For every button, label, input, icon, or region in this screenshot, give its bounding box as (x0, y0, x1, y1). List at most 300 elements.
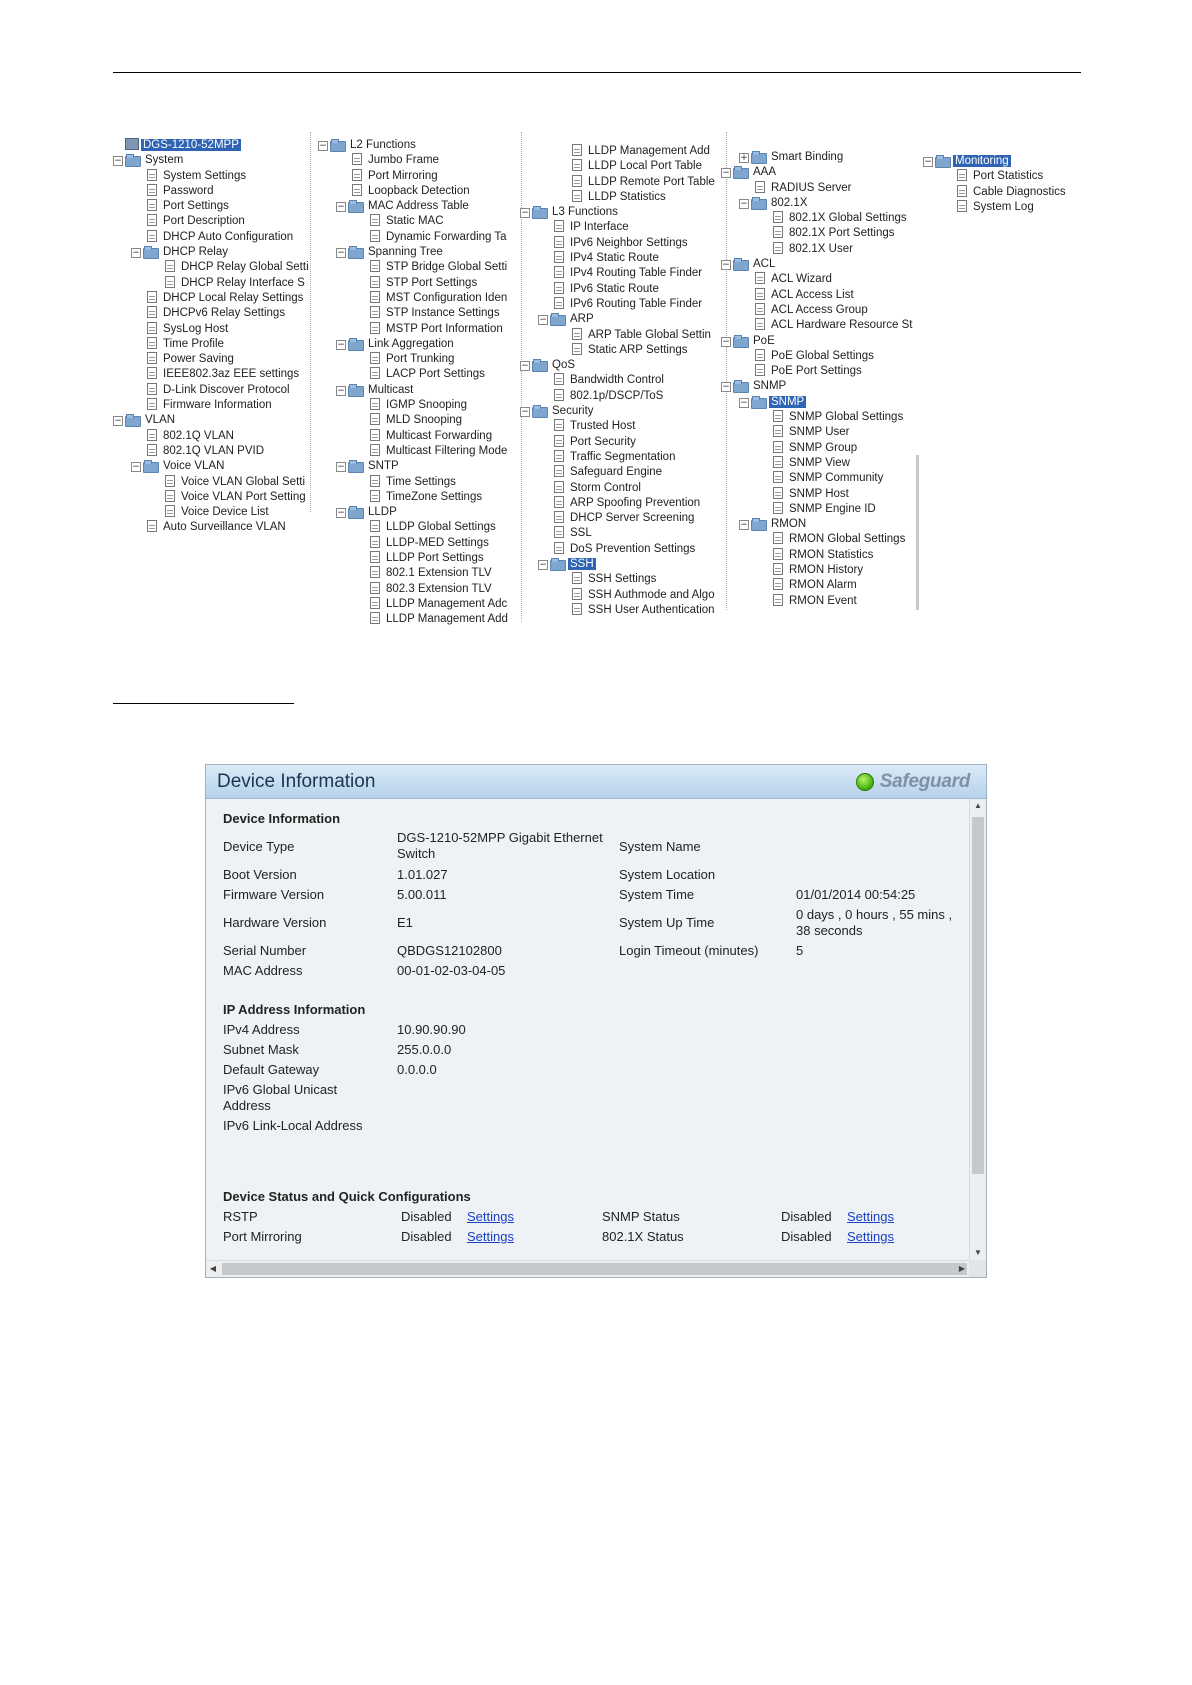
system-time-value: 01/01/2014 00:54:25 (796, 887, 916, 902)
document-icon (147, 383, 157, 395)
tree-node-label: Password (163, 184, 214, 197)
tree-node-loopback-detection[interactable] (318, 184, 514, 199)
tree-node-label: DHCP Relay (163, 246, 228, 259)
switch-icon (125, 138, 139, 150)
tree-node-mstp-port-information[interactable] (318, 322, 514, 337)
firmware-version-value: 5.00.011 (397, 887, 447, 902)
tree-node-label: Auto Surveillance VLAN (163, 521, 286, 534)
tree-node-label: LLDP Local Port Table (588, 160, 703, 173)
tree-node-acl-hardware-resource-st[interactable] (721, 318, 916, 333)
tree-node-stp-instance-settings[interactable] (318, 306, 514, 321)
tree-node-link-aggregation[interactable] (318, 337, 514, 352)
folder-open-icon (348, 337, 364, 349)
tree-node-label: Multicast Filtering Mode (386, 444, 508, 457)
tree-node-dhcpv6-relay-settings[interactable] (113, 306, 301, 321)
tree-node-port-security[interactable] (520, 435, 713, 450)
subnet-mask-label: Subnet Mask (223, 1042, 299, 1057)
tree-node-firmware-information[interactable] (113, 398, 301, 413)
document-icon (147, 322, 157, 334)
document-icon (554, 435, 564, 447)
document-icon (957, 200, 967, 212)
tree-node-lldp-remote-port-table[interactable] (520, 175, 713, 190)
collapse-minus-icon[interactable]: − (521, 208, 529, 219)
tree-node-label: LLDP Global Settings (386, 521, 496, 534)
collapse-minus-icon[interactable]: − (337, 462, 345, 473)
document-icon (773, 226, 783, 238)
tree-node-label: DHCP Local Relay Settings (163, 291, 304, 304)
tree-node-system[interactable] (113, 153, 301, 168)
document-icon (165, 276, 175, 288)
vertical-scrollbar[interactable] (969, 799, 986, 1260)
tree-node-lldp[interactable] (318, 505, 514, 520)
document-icon (572, 144, 582, 156)
scroll-up-icon[interactable]: ▲ (974, 801, 982, 810)
tree-node-dhcp-local-relay-settings[interactable] (113, 291, 304, 306)
tree-node-dhcp-relay[interactable] (113, 245, 301, 260)
document-icon (370, 352, 380, 364)
tree-node-lldp-management-adc[interactable] (318, 597, 514, 612)
tree-node-igmp-snooping[interactable] (318, 398, 514, 413)
tree-node-label: SSH User Authentication (588, 603, 715, 616)
folder-open-icon (348, 459, 364, 471)
tree-node-time-profile[interactable] (113, 337, 301, 352)
tree-node-syslog-host[interactable] (113, 322, 301, 337)
snmp-settings-link[interactable]: Settings (847, 1209, 894, 1224)
tree-node-voice-vlan-port-setting[interactable] (113, 490, 306, 505)
port-mirroring-label: Port Mirroring (223, 1229, 302, 1244)
tree-node-rmon[interactable] (721, 517, 916, 532)
tree-node-static-arp-settings[interactable] (520, 343, 713, 358)
login-timeout-label: Login Timeout (minutes) (619, 943, 759, 958)
tree-node-label: SNMP View (789, 456, 850, 469)
tree-node-label: Voice VLAN Global Setti (181, 475, 306, 488)
collapse-minus-icon[interactable]: − (132, 248, 140, 259)
tree-node-label: MLD Snooping (386, 414, 463, 427)
tree-node-dhcp-relay-global-setti[interactable] (113, 260, 309, 275)
document-icon (147, 230, 157, 242)
tree-node-label: Dynamic Forwarding Ta (386, 230, 507, 243)
tree-node-label: AAA (753, 166, 777, 179)
document-icon (773, 242, 783, 254)
tree-node-radius-server[interactable] (721, 181, 916, 196)
collapse-minus-icon[interactable]: − (740, 198, 748, 209)
collapse-minus-icon[interactable]: − (539, 315, 547, 326)
folder-open-icon (532, 404, 548, 416)
system-up-time-label: System Up Time (619, 915, 715, 930)
tree-node-acl-access-group[interactable] (721, 303, 916, 318)
tree-node-label: SNMP Engine ID (789, 502, 876, 515)
document-icon (147, 444, 157, 456)
tree-node-smart-binding[interactable] (721, 150, 916, 165)
tree-node-label: ARP Table Global Settin (588, 328, 711, 341)
collapse-minus-icon[interactable]: − (740, 397, 748, 408)
tree-node-802-1x-global-settings[interactable] (721, 211, 916, 226)
tree-node-snmp-group[interactable] (721, 441, 916, 456)
tree-node-dgs-1210-52mpp[interactable] (113, 138, 301, 153)
tree-node-dhcp-server-screening[interactable] (520, 511, 713, 526)
tree-node-lldp-local-port-table[interactable] (520, 159, 713, 174)
tree-node-ipv6-routing-table-finder[interactable] (520, 297, 713, 312)
tree-node-acl-wizard[interactable] (721, 272, 916, 287)
tree-node-snmp[interactable] (721, 379, 916, 394)
collapse-minus-icon[interactable]: − (722, 336, 730, 347)
tree-panel-4 (721, 150, 916, 612)
tree-node-ip-interface[interactable] (520, 220, 713, 235)
tree-node-lldp-port-settings[interactable] (318, 551, 514, 566)
document-icon (572, 159, 582, 171)
tree-node-ssh-authmode-and-algo[interactable] (520, 588, 713, 603)
system-name-label: System Name (619, 839, 701, 854)
tree-node-spanning-tree[interactable] (318, 245, 514, 260)
tree-node-snmp-global-settings[interactable] (721, 410, 916, 425)
tree-node-auto-surveillance-vlan[interactable] (113, 520, 301, 535)
document-icon (755, 288, 765, 300)
tree-node-ipv6-static-route[interactable] (520, 282, 713, 297)
boot-version-value: 1.01.027 (397, 867, 448, 882)
tree-node-multicast[interactable] (318, 383, 514, 398)
tree-node-lacp-port-settings[interactable] (318, 367, 514, 382)
port-mirroring-settings-link[interactable]: Settings (467, 1229, 514, 1244)
collapse-minus-icon[interactable]: − (132, 462, 140, 473)
section-rule (113, 703, 294, 704)
tree-scrollbar[interactable] (916, 455, 919, 610)
tree-node-802-1q-vlan[interactable] (113, 429, 301, 444)
tree-node-static-mac[interactable] (318, 214, 514, 229)
tree-node-port-trunking[interactable] (318, 352, 514, 367)
document-icon (755, 303, 765, 315)
collapse-minus-icon[interactable]: − (740, 520, 748, 531)
tree-node-label: SNMP (771, 395, 805, 408)
serial-number-label: Serial Number (223, 943, 307, 958)
tree-node-ssh-user-authentication[interactable] (520, 603, 713, 618)
tree-node-label: ARP (570, 313, 594, 326)
tree-node-rmon-alarm[interactable] (721, 578, 916, 593)
folder-open-icon (550, 312, 566, 324)
tree-node-timezone-settings[interactable] (318, 490, 514, 505)
tree-node-label: TimeZone Settings (386, 490, 483, 503)
collapse-minus-icon[interactable]: − (521, 407, 529, 418)
tree-node-l3-functions[interactable] (520, 205, 713, 220)
collapse-minus-icon[interactable]: − (722, 260, 730, 271)
tree-node-poe-global-settings[interactable] (721, 349, 916, 364)
document-icon (370, 612, 380, 624)
tree-node-system-log[interactable] (923, 200, 1093, 215)
document-icon (147, 306, 157, 318)
tree-node-dynamic-forwarding-ta[interactable] (318, 230, 514, 245)
ipv4-address-value: 10.90.90.90 (397, 1022, 466, 1037)
tree-node-aaa[interactable] (721, 165, 916, 180)
tree-node-label: D-Link Discover Protocol (163, 383, 290, 396)
boot-version-label: Boot Version (223, 867, 297, 882)
tree-node-system-settings[interactable] (113, 169, 301, 184)
tree-node-ipv4-static-route[interactable] (520, 251, 713, 266)
tree-node-arp[interactable] (520, 312, 713, 327)
snmp-status-label: SNMP Status (602, 1209, 680, 1224)
tree-node-label: LLDP-MED Settings (386, 536, 489, 549)
tree-node-label: Safeguard Engine (570, 466, 663, 479)
tree-node-lldp-statistics[interactable] (520, 190, 713, 205)
tree-node-voice-vlan[interactable] (113, 459, 301, 474)
folder-open-icon (751, 150, 767, 162)
folder-open-icon (532, 205, 548, 217)
tree-node-label: Port Settings (163, 200, 229, 213)
tree-node-802-1x-user[interactable] (721, 242, 916, 257)
tree-node-label: Bandwidth Control (570, 374, 664, 387)
tree-node-label: LLDP (368, 506, 397, 519)
document-icon (370, 490, 380, 502)
tree-node-label: Static ARP Settings (588, 343, 688, 356)
vertical-scroll-thumb[interactable] (972, 817, 984, 1174)
tree-node-multicast-filtering-mode[interactable] (318, 444, 514, 459)
tree-node-rmon-event[interactable] (721, 594, 916, 609)
document-icon (352, 153, 362, 165)
tree-node-qos[interactable] (520, 358, 713, 373)
dot1x-settings-link[interactable]: Settings (847, 1229, 894, 1244)
tree-node-snmp-community[interactable] (721, 471, 916, 486)
tree-node-mst-configuration-iden[interactable] (318, 291, 514, 306)
document-icon (755, 318, 765, 330)
collapse-minus-icon[interactable]: − (924, 157, 932, 167)
tree-node-storm-control[interactable] (520, 481, 713, 496)
scrollbar-corner (969, 1260, 986, 1277)
tree-node-label: SNMP Host (789, 487, 849, 500)
system-time-label: System Time (619, 887, 695, 902)
tree-node-label: RMON Event (789, 594, 857, 607)
tree-panel-5 (923, 154, 1093, 224)
tree-node-security[interactable] (520, 404, 713, 419)
tree-node-password[interactable] (113, 184, 301, 199)
login-timeout-value: 5 (796, 943, 804, 958)
tree-node-bandwidth-control[interactable] (520, 373, 713, 388)
tree-node-label: Link Aggregation (368, 337, 454, 350)
scroll-left-icon[interactable]: ◀ (209, 1264, 217, 1273)
tree-node-port-mirroring[interactable] (318, 169, 514, 184)
document-icon (370, 276, 380, 288)
tree-node-lldp-med-settings[interactable] (318, 536, 514, 551)
tree-node-traffic-segmentation[interactable] (520, 450, 713, 465)
tree-node-port-statistics[interactable] (923, 169, 1093, 184)
dot1x-status-label: 802.1X Status (602, 1229, 684, 1244)
tree-node-lldp-management-add[interactable] (520, 144, 713, 159)
tree-node-acl[interactable] (721, 257, 916, 272)
tree-node-poe[interactable] (721, 334, 916, 349)
system-up-time-value: 0 days , 0 hours , 55 mins , (796, 907, 953, 922)
tree-node-l2-functions[interactable] (318, 138, 514, 153)
document-icon (165, 260, 175, 272)
tree-node-label: Port Mirroring (368, 169, 438, 182)
folder-open-icon (751, 517, 767, 529)
folder-open-icon (751, 196, 767, 208)
folder-open-icon (532, 358, 548, 370)
horizontal-scrollbar[interactable] (206, 1260, 969, 1277)
window-title: Device Information (217, 771, 376, 792)
tree-node-dhcp-relay-interface-s[interactable] (113, 276, 305, 291)
tree-node-safeguard-engine[interactable] (520, 465, 713, 480)
tree-node-snmp-user[interactable] (721, 425, 916, 440)
collapse-minus-icon[interactable]: − (722, 382, 730, 393)
tree-node-label: IPv6 Static Route (570, 282, 659, 295)
document-icon (147, 169, 157, 181)
tree-node-lldp-management-add[interactable] (318, 612, 514, 627)
tree-node-rmon-global-settings[interactable] (721, 532, 916, 547)
tree-node-time-settings[interactable] (318, 475, 514, 490)
tree-node-ieee802-3az-eee-settings[interactable] (113, 367, 301, 382)
tree-node-sntp[interactable] (318, 459, 514, 474)
document-icon (165, 475, 175, 487)
tree-node-rmon-history[interactable] (721, 563, 916, 578)
subnet-mask-value: 255.0.0.0 (397, 1042, 452, 1057)
document-icon (370, 367, 380, 379)
tree-node-label: LLDP Management Adc (386, 597, 508, 610)
document-icon (147, 291, 157, 303)
tree-node-label: Traffic Segmentation (570, 450, 676, 463)
tree-node-label: ACL Access Group (771, 303, 868, 316)
tree-node-label: 802.1Q VLAN PVID (163, 444, 264, 457)
collapse-minus-icon[interactable]: − (337, 248, 345, 259)
tree-node-label: STP Port Settings (386, 276, 478, 289)
collapse-minus-icon[interactable]: − (337, 339, 345, 350)
tree-node-label: Smart Binding (771, 151, 844, 163)
tree-node-802-1q-vlan-pvid[interactable] (113, 444, 301, 459)
collapse-minus-icon[interactable]: − (114, 156, 122, 167)
document-icon (370, 291, 380, 303)
dot1x-status-value: Disabled (781, 1229, 832, 1244)
tree-node-802-1x[interactable] (721, 196, 916, 211)
tree-node-ipv4-routing-table-finder[interactable] (520, 266, 713, 281)
document-icon (755, 349, 765, 361)
document-icon (755, 364, 765, 376)
document-icon (370, 260, 380, 272)
tree-node-arp-table-global-settin[interactable] (520, 328, 713, 343)
tree-node-label: 802.1X (771, 196, 808, 209)
tree-node-mac-address-table[interactable] (318, 199, 514, 214)
document-icon (370, 520, 380, 532)
tree-node-label: Port Security (570, 435, 636, 448)
tree-node-label: VLAN (145, 414, 176, 427)
collapse-minus-icon[interactable]: − (722, 168, 730, 179)
device-type-value: DGS-1210-52MPP Gigabit Ethernet (397, 830, 603, 845)
document-icon (370, 214, 380, 226)
tree-node-802-1-extension-tlv[interactable] (318, 566, 514, 581)
tree-node-snmp-view[interactable] (721, 456, 916, 471)
tree-node-acl-access-list[interactable] (721, 288, 916, 303)
document-icon (572, 190, 582, 202)
document-icon (773, 563, 783, 575)
document-icon (370, 230, 380, 242)
tree-node-rmon-statistics[interactable] (721, 548, 916, 563)
document-icon (370, 322, 380, 334)
collapse-minus-icon[interactable]: − (337, 508, 345, 519)
tree-node-label: MSTP Port Information (386, 322, 503, 335)
document-icon (957, 169, 967, 181)
tree-node-802-1p-dscp-tos[interactable] (520, 389, 713, 404)
device-information-window (205, 764, 987, 1278)
tree-node-voice-vlan-global-setti[interactable] (113, 475, 306, 490)
scroll-down-icon[interactable]: ▼ (974, 1248, 982, 1257)
tree-node-ssh-settings[interactable] (520, 572, 713, 587)
tree-node-port-settings[interactable] (113, 199, 301, 214)
tree-node-label: Security (552, 405, 594, 418)
device-type-label: Device Type (223, 839, 295, 854)
tree-node-power-saving[interactable] (113, 352, 301, 367)
tree-node-label: 802.1p/DSCP/ToS (570, 389, 664, 402)
tree-node-voice-device-list[interactable] (113, 505, 301, 520)
tree-node-snmp-engine-id[interactable] (721, 502, 916, 517)
tree-node-label: PoE Port Settings (771, 365, 862, 378)
tree-node-ipv6-neighbor-settings[interactable] (520, 236, 713, 251)
document-icon (147, 367, 157, 379)
hardware-version-value: E1 (397, 915, 413, 930)
tree-node-trusted-host[interactable] (520, 419, 713, 434)
tree-panel-1 (113, 138, 309, 534)
collapse-minus-icon[interactable]: − (539, 560, 547, 571)
collapse-minus-icon[interactable]: − (521, 361, 529, 372)
tree-node-port-description[interactable] (113, 214, 301, 229)
folder-open-icon (143, 459, 159, 471)
tree-node-label: SNMP Group (789, 441, 858, 454)
document-icon (165, 505, 175, 517)
tree-node-802-3-extension-tlv[interactable] (318, 582, 514, 597)
tree-node-label: STP Instance Settings (386, 307, 500, 320)
tree-node-poe-port-settings[interactable] (721, 364, 916, 379)
folder-open-icon (125, 413, 141, 425)
document-icon (147, 352, 157, 364)
tree-node-mld-snooping[interactable] (318, 413, 514, 428)
tree-node-cable-diagnostics[interactable] (923, 185, 1093, 200)
collapse-minus-icon[interactable]: − (337, 385, 345, 396)
document-icon (352, 184, 362, 196)
tree-node-label: IPv6 Routing Table Finder (570, 297, 703, 310)
tree-node-label: System (145, 154, 184, 167)
collapse-minus-icon[interactable]: − (114, 416, 122, 427)
collapse-minus-icon[interactable]: − (319, 141, 327, 151)
tree-node-jumbo-frame[interactable] (318, 153, 514, 168)
tree-node-label: RMON Statistics (789, 548, 874, 561)
tree-node-stp-bridge-global-setti[interactable] (318, 260, 514, 275)
rstp-settings-link[interactable]: Settings (467, 1209, 514, 1224)
tree-node-snmp[interactable] (721, 395, 916, 410)
tree-node-label: System Settings (163, 169, 247, 182)
tree-node-snmp-host[interactable] (721, 487, 916, 502)
tree-node-multicast-forwarding[interactable] (318, 429, 514, 444)
document-icon (957, 185, 967, 197)
tree-node-monitoring[interactable] (923, 154, 1093, 169)
tree-node-label: DoS Prevention Settings (570, 542, 696, 555)
scroll-right-icon[interactable]: ▶ (958, 1264, 966, 1273)
tree-node-label: PoE Global Settings (771, 349, 874, 362)
tree-node-d-link-discover-protocol[interactable] (113, 383, 301, 398)
document-icon (554, 220, 564, 232)
tree-node-ssl[interactable] (520, 526, 713, 541)
tree-node-stp-port-settings[interactable] (318, 276, 514, 291)
tree-node-arp-spoofing-prevention[interactable] (520, 496, 713, 511)
tree-node-ssh[interactable] (520, 557, 713, 572)
document-icon (370, 551, 380, 563)
tree-node-label: LACP Port Settings (386, 368, 485, 381)
safeguard-label: Safeguard (879, 771, 970, 792)
tree-node-dhcp-auto-configuration[interactable] (113, 230, 301, 245)
tree-node-802-1x-port-settings[interactable] (721, 226, 916, 241)
horizontal-scroll-thumb[interactable] (222, 1263, 967, 1275)
tree-node-label: Voice Device List (181, 506, 269, 519)
tree-node-lldp-global-settings[interactable] (318, 520, 514, 535)
collapse-minus-icon[interactable]: − (337, 202, 345, 213)
tree-node-vlan[interactable] (113, 413, 301, 428)
tree-node-dos-prevention-settings[interactable] (520, 542, 713, 557)
safeguard-status[interactable] (856, 771, 970, 793)
expand-plus-icon[interactable]: + (740, 153, 748, 163)
document-icon (147, 184, 157, 196)
